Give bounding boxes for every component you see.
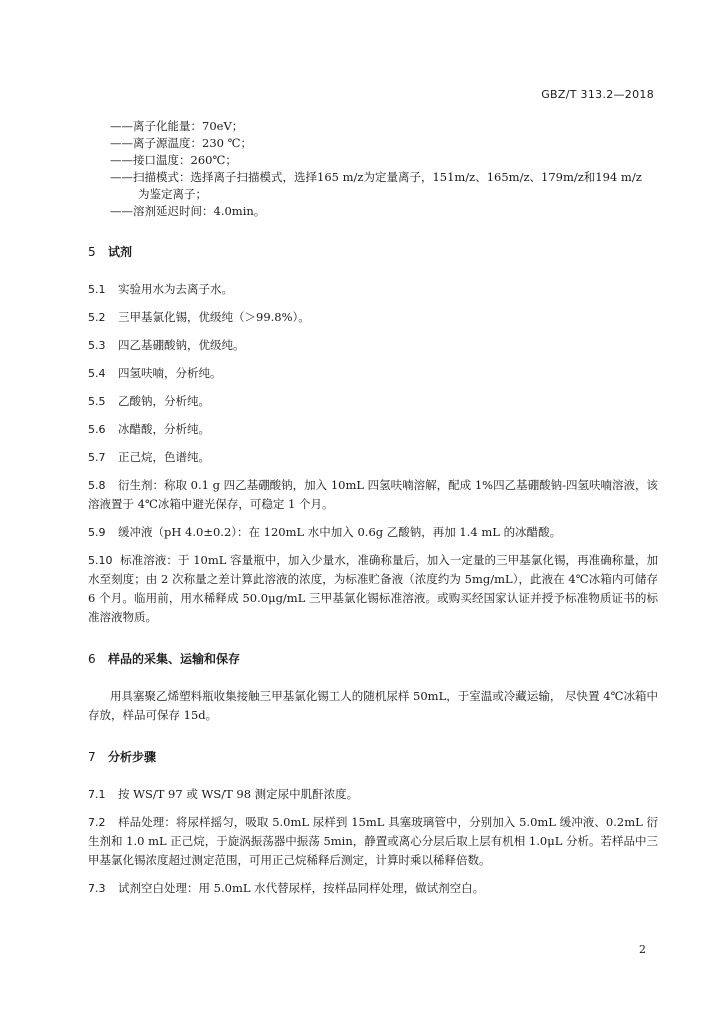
item-text: 四乙基硼酸钠，优级纯。 [118, 338, 245, 352]
item-text: 试剂空白处理：用 5.0mL 水代替尿样，按样品同样处理，做试剂空白。 [118, 881, 485, 895]
section-6-title [88, 650, 658, 667]
item-7-3 [88, 879, 658, 898]
section-number: 6 [88, 652, 96, 666]
item-text: 四氢呋喃，分析纯。 [118, 366, 222, 380]
section-title-text: 试剂 [108, 245, 133, 259]
param-ionization-energy: ——离子化能量：70eV； [110, 119, 244, 133]
param-ion-source-temperature: ——离子源温度：230 ℃； [110, 136, 252, 150]
item-5-1 [88, 280, 658, 299]
item-text: 冰醋酸，分析纯。 [118, 422, 210, 436]
section-title-text: 分析步骤 [108, 750, 157, 764]
item-number: 5.2 [88, 311, 106, 324]
item-5-10 [88, 551, 658, 627]
item-5-5 [88, 392, 658, 411]
item-text: 标准溶液：于 10mL 容量瓶中，加入少量水，准确称量后，加入一定量的三甲基氯化锡，再准确称量，加水至刻度；由 2 次称量之差计算此溶液的浓度，为标准贮备液（浓度约为 5mg/mL），此液在 4℃冰箱内可储存 6 个月。临用前，用水稀释成 50.0μg/mL 三甲基氯化锡标准溶液。或购买经国家认证并授予标准物质证书的标准溶液物质。 [88, 553, 658, 624]
item-number: 5.4 [88, 367, 106, 380]
section-title-text: 样品的采集、运输和保存 [108, 652, 241, 666]
item-number: 5.8 [88, 479, 106, 492]
item-5-9 [88, 523, 658, 542]
item-5-3 [88, 336, 658, 355]
item-text: 正己烷，色谱纯。 [118, 450, 210, 464]
item-text: 按 WS/T 97 或 WS/T 98 测定尿中肌酐浓度。 [118, 787, 359, 801]
item-number: 5.1 [88, 283, 106, 296]
section-number: 7 [88, 750, 96, 764]
item-7-1 [88, 785, 658, 804]
item-5-4 [88, 364, 658, 383]
param-scan-mode-line2: 为鉴定离子； [138, 187, 207, 201]
item-5-2 [88, 308, 658, 327]
item-number: 7.3 [88, 882, 106, 895]
param-scan-mode [88, 169, 658, 203]
item-number: 5.9 [88, 526, 106, 539]
param-scan-mode-line1: ——扫描模式：选择离子扫描模式，选择165 m/z为定量离子，151m/z、165m/z、179m/z和194 m/z [110, 170, 642, 184]
item-text: 乙酸钠，分析纯。 [118, 394, 210, 408]
item-5-6 [88, 420, 658, 439]
item-text: 衍生剂：称取 0.1 g 四乙基硼酸钠，加入 10mL 四氢呋喃溶解，配成 1%四乙基硼酸钠-四氢呋喃溶液，该溶液置于 4℃冰箱中避光保存，可稳定 1 个月。 [88, 478, 658, 511]
section-7-title [88, 748, 658, 765]
item-number: 5.3 [88, 339, 106, 352]
page-number: 2 [639, 943, 646, 956]
item-number: 5.6 [88, 423, 106, 436]
param-interface-temperature: ——接口温度：260℃； [110, 153, 237, 167]
section-number: 5 [88, 245, 96, 259]
item-number: 7.2 [88, 816, 106, 829]
item-text: 缓冲液（pH 4.0±0.2）：在 120mL 水中加入 0.6g 乙酸钠，再加 1.4 mL 的冰醋酸。 [118, 525, 562, 539]
item-5-8 [88, 476, 658, 514]
item-number: 7.1 [88, 788, 106, 801]
item-7-2 [88, 813, 658, 870]
section-6-paragraph: 用具塞聚乙烯塑料瓶收集接触三甲基氯化锡工人的随机尿样 50mL，于室温或冷藏运输， 尽快置 4℃冰箱中存放，样品可保存 15d。 [88, 689, 658, 722]
item-number: 5.5 [88, 395, 106, 408]
item-text: 样品处理：将尿样摇匀，吸取 5.0mL 尿样到 15mL 具塞玻璃管中，分别加入 5.0mL 缓冲液、0.2mL 衍生剂和 1.0 mL 正己烷，于旋涡振荡器中振荡 5min，静置或离心分层后取上层有机相 1.0μL 分析。若样品中三甲基氯化锡浓度超过测定范围，可用正己烷稀释后测定，计算时乘以稀释倍数。 [88, 815, 658, 867]
item-5-7 [88, 448, 658, 467]
item-text: 三甲基氯化锡，优级纯（＞99.8%）。 [118, 310, 310, 324]
page-content [88, 118, 658, 907]
instrument-parameters [88, 118, 658, 220]
item-number: 5.10 [88, 554, 113, 567]
item-number: 5.7 [88, 451, 106, 464]
section-5-title [88, 243, 658, 260]
document-code-header: GBZ/T 313.2—2018 [541, 88, 654, 101]
item-text: 实验用水为去离子水。 [118, 282, 233, 296]
param-solvent-delay: ——溶剂延迟时间：4.0min。 [110, 204, 266, 218]
